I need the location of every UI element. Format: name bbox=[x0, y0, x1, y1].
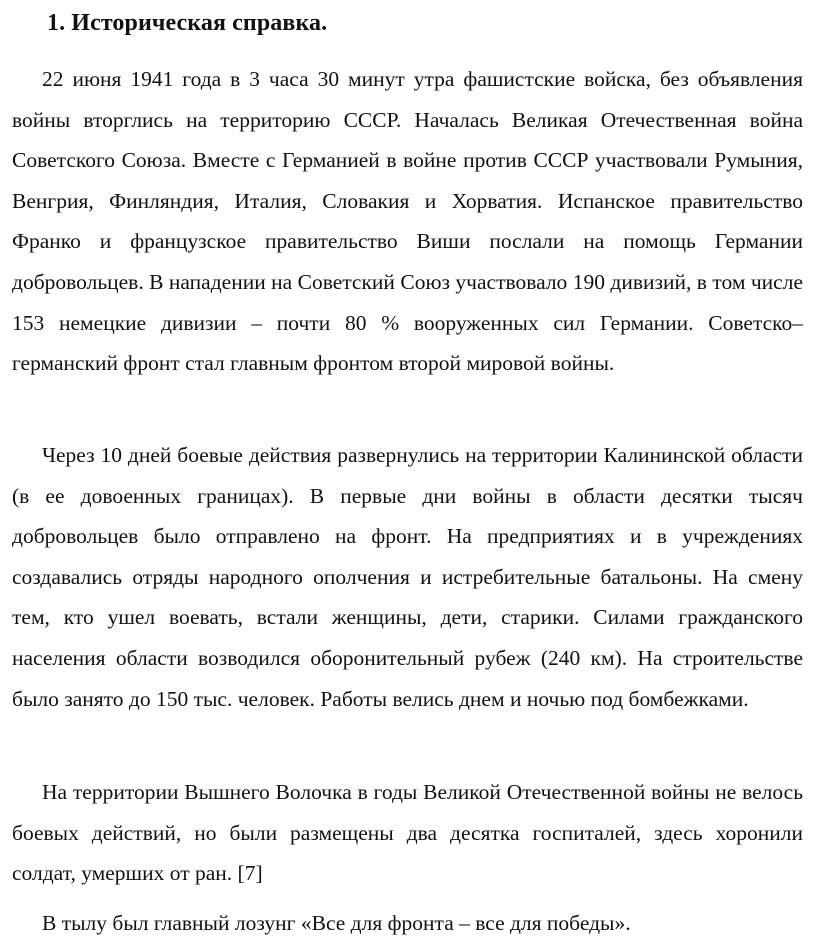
paragraph-slogan: В тылу был главный лозунг «Все для фронта – все для победы». bbox=[42, 911, 631, 935]
section-heading: 1. Историческая справка. bbox=[47, 10, 328, 36]
paragraph-kalinin-region: Через 10 дней боевые действия развернулись на территории Калининской области (в ее довоенных границах). В первые дни войны в области десятки тысяч добровольцев было отправлено на фронт. На предприятиях и в учреждениях создавались отряды народного ополчения и истребительные батальоны. На смену тем, кто ушел воевать, встали женщины, дети, старики. Силами гражданского населения области возводился оборонительный рубеж (240 км). На строительстве было занято до 150 тыс. человек. Работы велись днем и ночью под бомбежками. bbox=[12, 443, 803, 711]
paragraph-vyshny-volochek: На территории Вышнего Волочка в годы Великой Отечественной войны не велось боевых действий, но были размещены два десятка госпиталей, здесь хоронили солдат, умерших от ран. [7] bbox=[12, 780, 803, 886]
paragraph-invasion: 22 июня 1941 года в 3 часа 30 минут утра фашистские войска, без объявления войны вторглись на территорию СССР. Началась Великая Отечественная война Советского Союза. Вместе с Германией в войне против СССР участвовали Румыния, Венгрия, Финляндия, Италия, Словакия и Хорватия. Испанское правительство Франко и французское правительство Виши послали на помощь Германии добровольцев. В нападении на Советский Союз участвовало 190 дивизий, в том числе 153 немецкие дивизии – почти 80 % вооруженных сил Германии. Советско–германский фронт стал главным фронтом второй мировой войны. bbox=[12, 67, 803, 376]
